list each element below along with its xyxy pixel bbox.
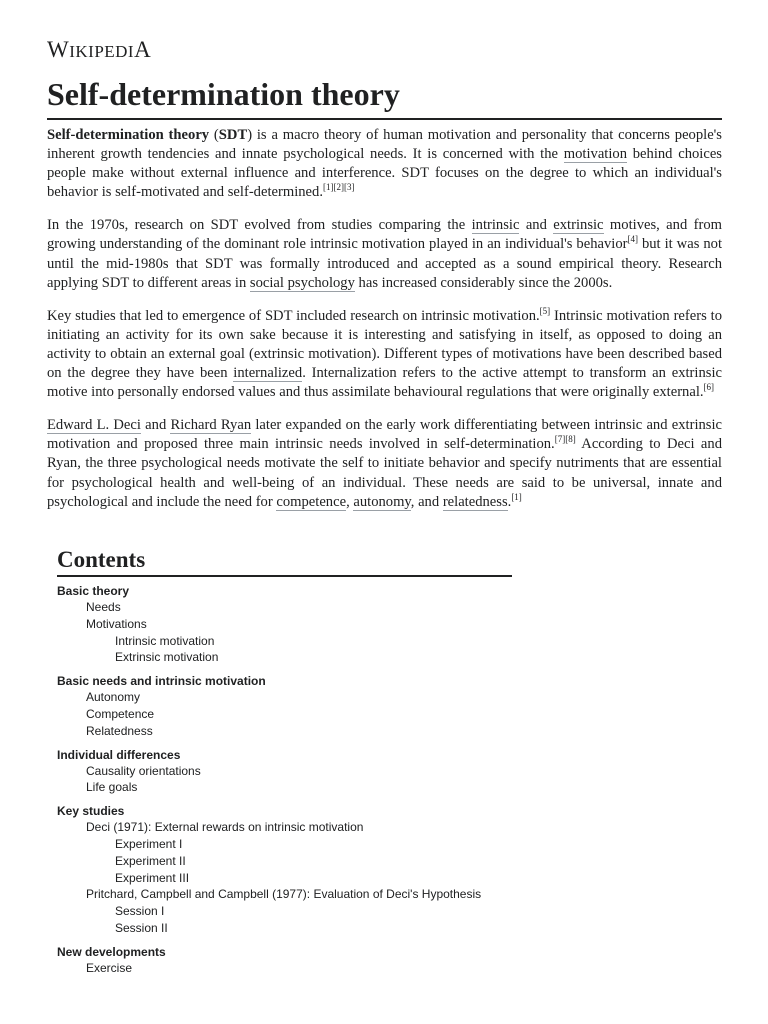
link-intrinsic[interactable]: intrinsic (471, 217, 520, 234)
toc-item[interactable]: Extrinsic motivation (115, 650, 219, 665)
text: In the 1970s, research on SDT evolved from studies comparing the (47, 217, 472, 234)
toc-item[interactable]: Experiment I (115, 836, 183, 851)
toc-item[interactable]: Basic theory (57, 584, 130, 598)
citation-ref-1[interactable]: [1] (511, 491, 522, 502)
toc-item[interactable]: Needs (86, 600, 121, 614)
link-competence[interactable]: competence (276, 493, 347, 510)
wordmark-final: A (134, 37, 152, 62)
bold-abbr: SDT (218, 127, 248, 143)
bold-term: Self-determination theory (47, 127, 210, 143)
wordmark-initial: W (47, 37, 70, 62)
link-richard-ryan[interactable]: Richard Ryan (170, 417, 252, 434)
toc-item[interactable]: Relatedness (86, 723, 153, 738)
text: Intrinsic motivation refers to initiating an activity for its own sake because it is interesting and satisfying in itself, as opposed to doing an activity to obtain an external goal (extrinsic motivation). Different types of motivations have been described based on the degree they have been (47, 307, 722, 382)
text: and (519, 217, 554, 234)
citation-ref-6[interactable]: [6] (703, 382, 715, 393)
toc-item[interactable]: New developments (57, 944, 166, 959)
link-extrinsic[interactable]: extrinsic (553, 217, 604, 234)
toc-item[interactable]: Session I (115, 904, 165, 919)
paragraph-3 (47, 307, 722, 402)
text: , and (410, 493, 443, 510)
wikipedia-wordmark[interactable] (47, 36, 722, 64)
text: ( (209, 127, 219, 143)
link-internalized[interactable]: internalized (233, 365, 303, 382)
text: According to Deci and Ryan, the three psychological needs motivate the self to initiate behavior and specify nutriments that are essential for psychological health and well-being of an individual. These needs are said to be universal, innate and psychological and include the need for (47, 436, 722, 510)
text: behind choices people make without external influence and interference. SDT focuses on the degree to which an individual's behavior is self-motivated and self-determined. (47, 146, 722, 201)
link-motivation[interactable]: motivation (563, 146, 628, 163)
toc-item[interactable]: Causality orientations (86, 763, 201, 778)
citation-ref-4[interactable]: [4] (627, 234, 638, 245)
citation-refs[interactable]: [1][2][3] (322, 182, 355, 193)
toc-item[interactable]: Individual differences (57, 747, 181, 762)
text: but it was not until the mid-1980s that SDT was formally introduced and accepted as a sound empirical theory. Research applying SDT to different areas in (47, 236, 722, 291)
page-title: Self-determination theory (47, 74, 722, 120)
toc-list (57, 583, 512, 977)
text: has increased considerably since the 2000s. (354, 274, 613, 291)
toc-item[interactable]: Exercise (86, 960, 133, 975)
toc-heading: Contents (57, 545, 512, 577)
text: Key studies that led to emergence of SDT included research on intrinsic motivation. (47, 307, 540, 324)
toc-item[interactable]: Autonomy (86, 690, 141, 705)
text: motives, and from growing understanding of the dominant role intrinsic motivation played in an individual's behavior (47, 217, 722, 253)
link-autonomy[interactable]: autonomy (353, 493, 411, 510)
toc-item[interactable]: Key studies (57, 804, 125, 819)
toc-item[interactable]: Competence (86, 706, 155, 721)
wordmark-smallcaps: IKIPEDI (69, 42, 135, 61)
toc-item[interactable]: Life goals (86, 780, 138, 795)
paragraph-2 (47, 216, 722, 292)
link-social-psychology[interactable]: social psychology (249, 274, 355, 291)
table-of-contents (57, 545, 512, 977)
text: , (346, 493, 354, 510)
paragraph-4 (47, 416, 722, 511)
text: ) is a macro theory of human motivation and personality that concerns people's inherent growth tendencies and innate psychological needs. It is concerned with the (47, 127, 722, 163)
text: and (140, 417, 171, 434)
paragraph-1 (47, 126, 722, 202)
toc-item[interactable]: Session II (115, 920, 168, 935)
toc-item[interactable]: Experiment II (115, 853, 186, 868)
link-edward-deci[interactable]: Edward L. Deci (47, 417, 141, 434)
text: . (507, 493, 512, 510)
toc-item[interactable]: Intrinsic motivation (115, 633, 215, 648)
text: later expanded on the early work differentiating between intrinsic and extrinsic motivation and proposed three main intrinsic needs involved in self-determination. (47, 417, 723, 453)
article-body (47, 126, 722, 512)
toc-item[interactable]: Experiment III (115, 870, 190, 885)
text: . Internalization refers to the active attempt to transform an extrinsic motive into personally endorsed values and thus assimilate behavioural regulations that were originally external. (47, 365, 722, 401)
link-relatedness[interactable]: relatedness (442, 493, 508, 510)
article-page (47, 36, 722, 526)
citation-ref-7-8[interactable]: [7][8] (554, 434, 576, 445)
toc-item[interactable]: Basic needs and intrinsic motivation (57, 674, 266, 689)
toc-item[interactable]: Deci (1971): External rewards on intrinsic motivation (86, 820, 364, 835)
citation-ref-5[interactable]: [5] (539, 305, 551, 316)
toc-item[interactable]: Pritchard, Campbell and Campbell (1977): Evaluation of Deci's Hypothesis (86, 887, 482, 902)
toc-item[interactable]: Motivations (86, 616, 147, 631)
